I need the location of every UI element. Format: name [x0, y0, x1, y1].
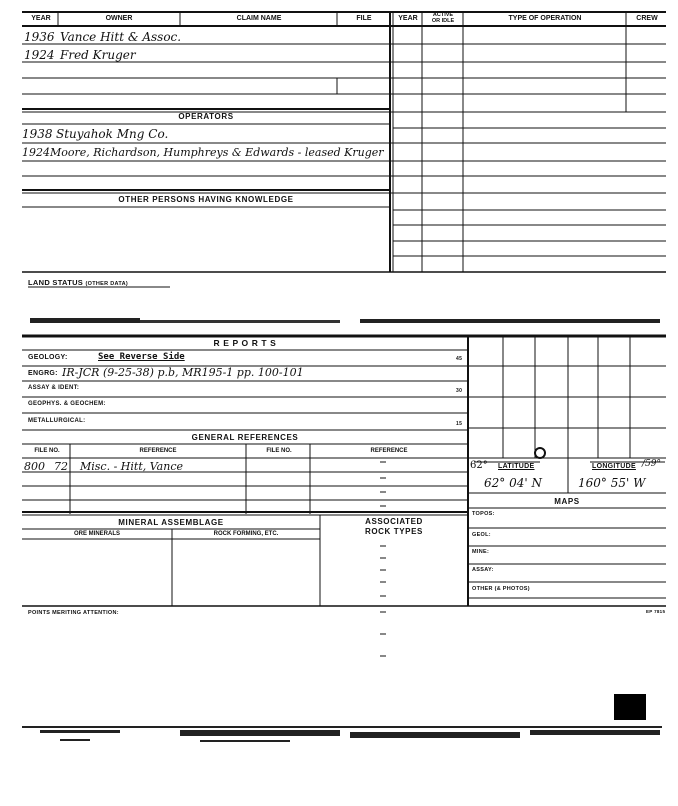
geology-value: See Reverse Side — [98, 352, 185, 362]
assay-label: ASSAY & IDENT: — [28, 385, 80, 391]
ref-row-1-num: 72 — [54, 460, 68, 473]
col-owner: OWNER — [105, 15, 133, 22]
form-code: EP 7815 — [646, 609, 666, 614]
col-type-of-operation: TYPE OF OPERATION — [508, 15, 582, 22]
longitude-label: LONGITUDE — [592, 463, 636, 470]
maps-title: MAPS — [554, 497, 580, 506]
metallurgical-label: METALLURGICAL: — [28, 418, 86, 424]
latitude-value: 62° 04' N — [484, 476, 542, 490]
col-or-idle: OR IDLE — [431, 18, 455, 24]
col-claim-name: CLAIM NAME — [236, 15, 282, 22]
col-year: YEAR — [31, 15, 51, 22]
latitude-label: LATITUDE — [498, 463, 535, 470]
geology-label: GEOLOGY: — [28, 354, 68, 361]
lat-prefix: 62° — [470, 460, 488, 471]
operator-2-name: Moore, Richardson, Humphreys & Edwards - leased Kruger — [50, 146, 384, 159]
ref-col-file-no-2: FILE NO. — [266, 448, 292, 454]
rock-forming-header: ROCK FORMING, ETC. — [213, 531, 279, 537]
ref-col-file-no: FILE NO. — [34, 448, 60, 454]
owner-1-name: Vance Hitt & Assoc. — [60, 30, 182, 44]
general-references-title: GENERAL REFERENCES — [191, 433, 299, 442]
mine-label: MINE: — [472, 549, 490, 555]
owner-1-year: 1936 — [24, 30, 55, 44]
land-status-sub: (OTHER DATA) — [85, 281, 128, 287]
grid-num-15: 15 — [456, 421, 463, 427]
col-year-2: YEAR — [398, 15, 418, 22]
other-persons-title: OTHER PERSONS HAVING KNOWLEDGE — [118, 195, 294, 204]
associated-header: ASSOCIATED — [365, 517, 423, 526]
operator-1-name: Stuyahok Mng Co. — [56, 127, 169, 141]
reports-title: R E P O R T S — [213, 338, 277, 348]
assay-map-label: ASSAY: — [472, 567, 494, 573]
longitude-value: 160° 55' W — [578, 476, 646, 490]
owner-2-year: 1924 — [24, 48, 55, 62]
geol-label: GEOL: — [472, 532, 491, 538]
points-meriting-attention-label: POINTS MERITING ATTENTION: — [28, 610, 119, 616]
other-photos-label: OTHER (& PHOTOS) — [472, 586, 530, 592]
longitude-suffix: /59° — [642, 459, 661, 469]
col-file: FILE — [356, 15, 372, 22]
ore-minerals-header: ORE MINERALS — [73, 531, 120, 537]
ref-col-reference-2: REFERENCE — [370, 448, 408, 454]
ref-row-1-reference: Misc. - Hitt, Vance — [80, 460, 183, 473]
operator-1-year: 1938 — [22, 127, 53, 141]
operator-2-year: 1924 — [22, 146, 50, 159]
ref-row-1-file: 800 — [24, 460, 45, 473]
col-crew: CREW — [636, 15, 658, 22]
grid-num-30: 30 — [456, 388, 463, 394]
ref-col-reference: REFERENCE — [139, 448, 177, 454]
engrg-label: ENGRG: — [28, 370, 58, 377]
topos-label: TOPOS: — [472, 511, 495, 517]
owner-2-name: Fred Kruger — [60, 48, 136, 62]
col-active: ACTIVE — [432, 12, 454, 18]
engrg-value: IR-JCR (9-25-38) p.b, MR195-1 pp. 100-101 — [62, 366, 304, 379]
grid-num-45: 45 — [456, 356, 463, 362]
rock-types-header: ROCK TYPES — [364, 527, 423, 536]
land-status-label: LAND STATUS (OTHER DATA) — [28, 278, 128, 287]
operators-title: OPERATORS — [178, 112, 234, 121]
geophys-label: GEOPHYS. & GEOCHEM: — [28, 401, 106, 407]
mineral-assemblage-title: MINERAL ASSEMBLAGE — [118, 518, 224, 527]
